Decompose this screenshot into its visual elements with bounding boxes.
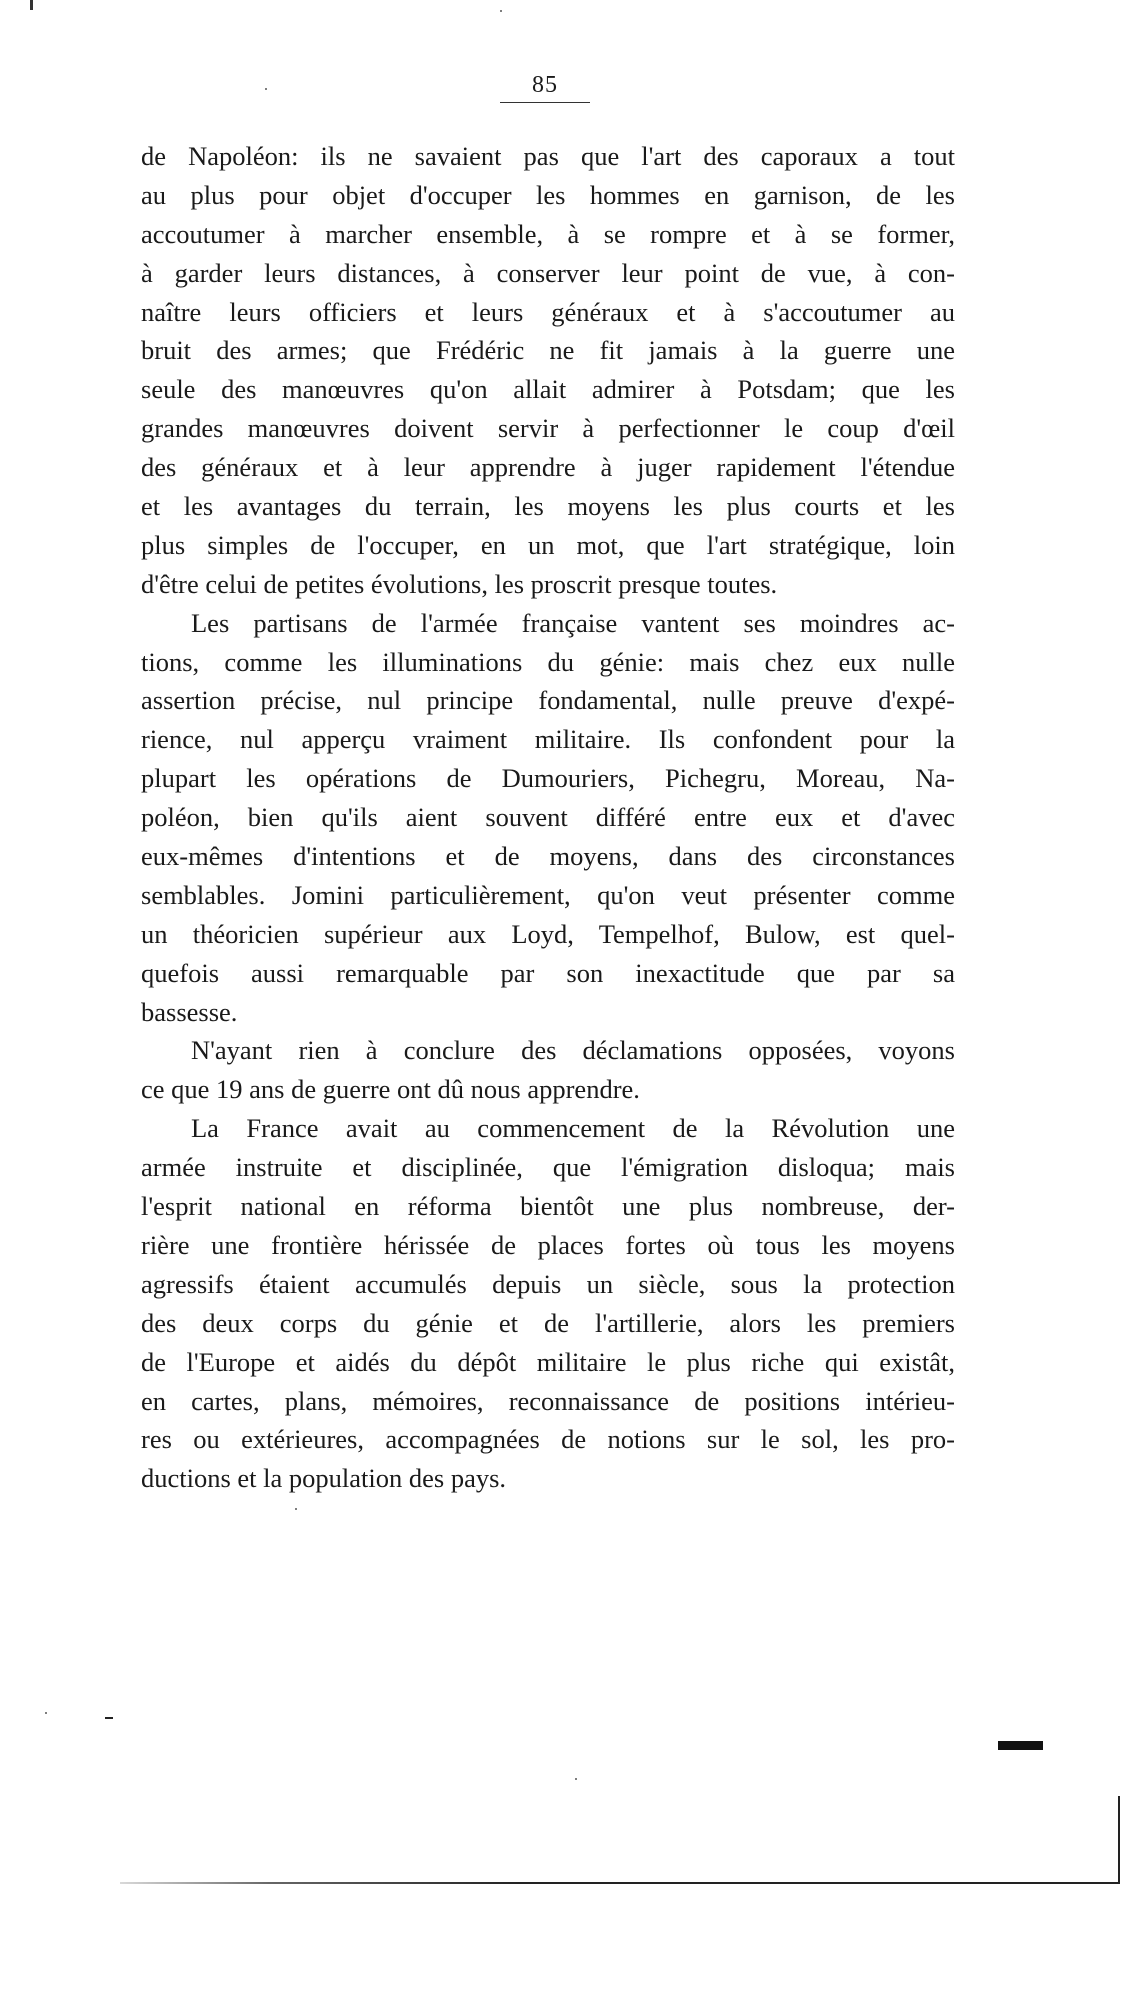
- text-line: rière une frontière hérissée de places fortes où tous les moyens: [141, 1229, 955, 1260]
- text-line: eux-mêmes d'intentions et de moyens, dans des circonstances: [141, 841, 955, 872]
- text-line: d'être celui de petites évolutions, les proscrit presque toutes.: [141, 568, 778, 599]
- text-line: tions, comme les illuminations du génie: mais chez eux nulle: [141, 646, 955, 677]
- page-number: 85: [532, 72, 558, 98]
- scan-speck: [295, 1508, 297, 1510]
- text-line: armée instruite et disciplinée, que l'émigration disloqua; mais: [141, 1152, 955, 1183]
- page-number-rule: [500, 102, 590, 103]
- text-line: des deux corps du génie et de l'artillerie, alors les premiers: [141, 1307, 955, 1338]
- text-line: des généraux et à leur apprendre à juger rapidement l'étendue: [141, 452, 955, 483]
- text-line: l'esprit national en réforma bientôt une plus nombreuse, der-: [141, 1191, 955, 1222]
- text-line: La France avait au commencement de la Révolution une: [191, 1113, 955, 1144]
- scan-speck: [105, 1717, 113, 1719]
- text-line: naître leurs officiers et leurs généraux et à s'accoutumer au: [141, 296, 955, 327]
- text-line: de Napoléon: ils ne savaient pas que l'art des caporaux a tout: [141, 141, 955, 171]
- text-line: Les partisans de l'armée française vantent ses moindres ac-: [191, 607, 955, 638]
- text-line: au plus pour objet d'occuper les hommes en garnison, de les: [141, 179, 955, 210]
- text-line: assertion précise, nul principe fondamental, nulle preuve d'expé-: [141, 685, 955, 716]
- paragraph-4: [141, 1109, 955, 1498]
- text-line: et les avantages du terrain, les moyens les plus courts et les: [141, 491, 955, 522]
- text-line: grandes manœuvres doivent servir à perfectionner le coup d'œil: [141, 413, 955, 444]
- paragraph-3: [141, 1031, 955, 1109]
- text-line: un théoricien supérieur aux Loyd, Tempelhof, Bulow, est quel-: [141, 918, 955, 949]
- text-line: en cartes, plans, mémoires, reconnaissance de positions intérieu-: [141, 1385, 955, 1416]
- text-line: poléon, bien qu'ils aient souvent différé entre eux et d'avec: [141, 802, 955, 833]
- text-line: bruit des armes; que Frédéric ne fit jamais à la guerre une: [141, 335, 955, 366]
- text-line: à garder leurs distances, à conserver leur point de vue, à con-: [141, 257, 955, 288]
- scan-speck: [30, 0, 33, 10]
- text-line: N'ayant rien à conclure des déclamations opposées, voyons: [191, 1035, 955, 1066]
- text-line: plupart les opérations de Dumouriers, Pichegru, Moreau, Na-: [141, 763, 955, 794]
- text-line: accoutumer à marcher ensemble, à se rompre et à se former,: [141, 218, 955, 249]
- scan-speck: [500, 10, 502, 12]
- scan-speck: [45, 1712, 47, 1714]
- text-line: rience, nul apperçu vraiment militaire. Ils confondent pour la: [141, 724, 955, 755]
- text-line: quefois aussi remarquable par son inexactitude que par sa: [141, 957, 955, 988]
- scan-speck: [265, 88, 267, 90]
- text-line: agressifs étaient accumulés depuis un siècle, sous la protection: [141, 1268, 955, 1299]
- text-line: seule des manœuvres qu'on allait admirer à Potsdam; que les: [141, 374, 955, 405]
- margin-dash-mark: [998, 1741, 1043, 1750]
- text-line: semblables. Jomini particulièrement, qu'on veut présenter comme: [141, 879, 955, 910]
- text-line: plus simples de l'occuper, en un mot, que l'art stratégique, loin: [141, 529, 955, 560]
- paragraph-1: [141, 137, 955, 604]
- text-line: ductions et la population des pays.: [141, 1463, 507, 1494]
- body-text: [141, 137, 955, 1498]
- scan-speck: [575, 1778, 577, 1780]
- text-line: ce que 19 ans de guerre ont dû nous apprendre.: [141, 1074, 640, 1105]
- scan-frame-edge-vertical: [1118, 1796, 1120, 1884]
- text-line: res ou extérieures, accompagnées de notions sur le sol, les pro-: [141, 1424, 955, 1455]
- text-line: bassesse.: [141, 996, 238, 1027]
- text-line: de l'Europe et aidés du dépôt militaire le plus riche qui existât,: [141, 1346, 955, 1377]
- scan-frame-edge-horizontal: [120, 1882, 1120, 1884]
- paragraph-2: [141, 604, 955, 1032]
